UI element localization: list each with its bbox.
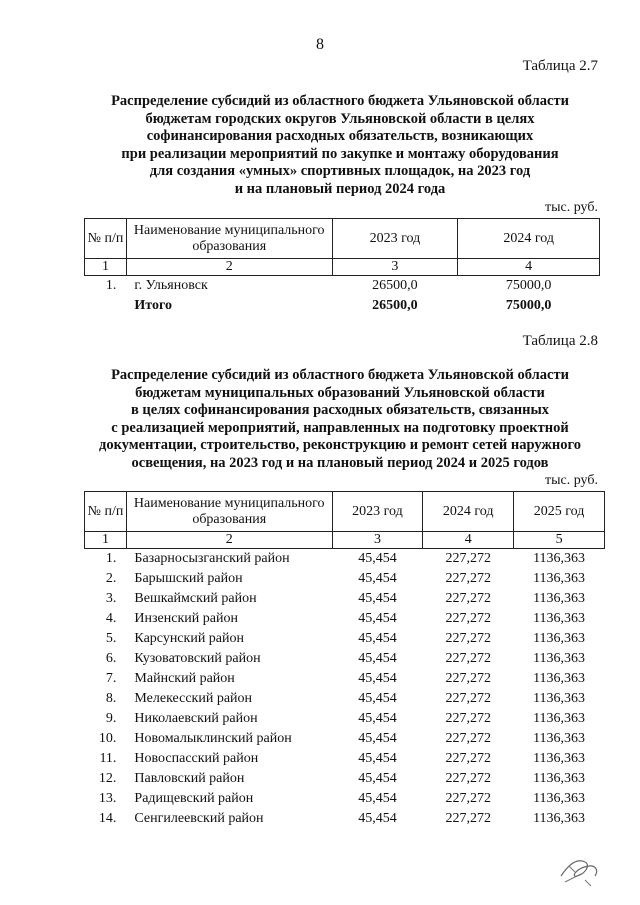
row-value-2024: 75000,0 [505, 278, 552, 293]
total-label: Итого [134, 298, 173, 313]
title-line: для создания «умных» спортивных площадок, на 2023 год [149, 163, 531, 179]
row-number: 12. [98, 771, 117, 786]
row-value-2023: 45,454 [358, 671, 397, 686]
row-value-2024: 227,272 [445, 571, 491, 586]
row-name: Мелекесский район [134, 691, 253, 706]
index-cell: 1 [85, 259, 127, 276]
table-2-8-label: Таблица 2.8 [522, 333, 598, 349]
total-value-2024: 75000,0 [505, 298, 552, 313]
title-line: Распределение субсидий из областного бюджета Ульяновской области [111, 93, 569, 109]
row-value-2025: 1136,363 [533, 791, 586, 806]
row-value-2023: 45,454 [358, 651, 397, 666]
table-header-row [85, 219, 600, 259]
table-row [85, 809, 605, 829]
row-value-2023: 45,454 [358, 711, 397, 726]
header-2025: 2025 год [514, 492, 605, 532]
header-2024: 2024 год [423, 492, 514, 532]
table-row [85, 629, 605, 649]
index-cell: 2 [126, 532, 332, 549]
table-row [85, 729, 605, 749]
row-value-2023: 45,454 [358, 791, 397, 806]
row-value-2024: 227,272 [445, 631, 491, 646]
row-value-2024: 227,272 [445, 791, 491, 806]
row-value-2023: 45,454 [358, 551, 397, 566]
table-row [85, 709, 605, 729]
signature-mark [555, 846, 605, 891]
table-row [85, 549, 605, 570]
row-value-2023: 45,454 [358, 631, 397, 646]
row-value-2023: 45,454 [358, 691, 397, 706]
row-value-2024: 227,272 [445, 711, 491, 726]
table-row [85, 769, 605, 789]
index-cell: 3 [332, 259, 458, 276]
row-value-2024: 227,272 [445, 611, 491, 626]
row-number: 11. [99, 751, 117, 766]
index-cell: 4 [423, 532, 514, 549]
table-row [85, 789, 605, 809]
row-value-2024: 227,272 [445, 671, 491, 686]
row-name: Базарносызганский район [134, 551, 290, 566]
row-name: Новоспасский район [134, 751, 259, 766]
table-row [85, 649, 605, 669]
row-name: Павловский район [134, 771, 245, 786]
row-number: 1. [105, 278, 117, 293]
row-value-2023: 45,454 [358, 591, 397, 606]
row-value-2023: 45,454 [358, 811, 397, 826]
header-2023: 2023 год [332, 219, 458, 259]
row-value-2024: 227,272 [445, 691, 491, 706]
table-index-row [85, 259, 600, 276]
row-name: г. Ульяновск [134, 278, 208, 293]
table-2-7-unit: тыс. руб. [545, 200, 598, 215]
row-name: Сенгилеевский район [134, 811, 264, 826]
table-header-row [85, 492, 605, 532]
header-number: № п/п [85, 219, 127, 259]
index-cell: 5 [514, 532, 605, 549]
row-number: 6. [105, 651, 117, 666]
row-value-2025: 1136,363 [533, 591, 586, 606]
index-cell: 1 [85, 532, 127, 549]
row-value-2023: 45,454 [358, 751, 397, 766]
row-value-2024: 227,272 [445, 731, 491, 746]
table-2-7-title [70, 93, 610, 198]
row-name: Кузоватовский район [134, 651, 261, 666]
title-line: при реализации мероприятий по закупке и монтажу оборудования [121, 145, 559, 162]
title-line: и на плановый период 2024 года [234, 180, 446, 197]
row-value-2023: 45,454 [358, 731, 397, 746]
page-number: 8 [316, 36, 324, 53]
row-name: Инзенский район [134, 611, 238, 626]
table-2-8 [84, 491, 605, 829]
row-value-2025: 1136,363 [533, 691, 586, 706]
row-value-2025: 1136,363 [533, 711, 586, 726]
row-number: 8. [105, 691, 117, 706]
row-number: 2. [105, 571, 117, 586]
table-row [85, 276, 600, 297]
row-value-2025: 1136,363 [533, 771, 586, 786]
header-name: Наименование муниципального образования [126, 492, 332, 532]
header-2023: 2023 год [332, 492, 423, 532]
title-line: в целях софинансирования расходных обязательств, связанных [130, 402, 550, 418]
total-blank [85, 296, 127, 316]
row-value-2023: 45,454 [358, 571, 397, 586]
row-value-2023: 45,454 [358, 771, 397, 786]
title-line: освещения, на 2023 год и на плановый период 2024 и 2025 годов [131, 454, 549, 471]
row-number: 14. [98, 811, 117, 826]
table-row [85, 589, 605, 609]
row-name: Барышский район [134, 571, 243, 586]
row-value-2024: 227,272 [445, 651, 491, 666]
row-number: 3. [105, 591, 117, 606]
table-row [85, 609, 605, 629]
table-row [85, 689, 605, 709]
total-row [85, 296, 600, 316]
table-2-7 [84, 218, 600, 316]
title-line: с реализацией мероприятий, направленных на подготовку проектной [111, 419, 569, 436]
row-number: 7. [105, 671, 117, 686]
title-line: бюджетам муниципальных образований Ульяновской области [135, 384, 545, 401]
table-row [85, 669, 605, 689]
row-value-2024: 227,272 [445, 771, 491, 786]
row-value-2023: 45,454 [358, 611, 397, 626]
row-name: Вешкаймский район [134, 591, 257, 606]
row-value-2024: 227,272 [445, 751, 491, 766]
row-value-2025: 1136,363 [533, 811, 586, 826]
row-number: 9. [105, 711, 117, 726]
index-cell: 3 [332, 532, 423, 549]
row-value-2024: 227,272 [445, 811, 491, 826]
row-number: 5. [105, 631, 117, 646]
row-value-2025: 1136,363 [533, 751, 586, 766]
table-2-8-unit: тыс. руб. [545, 473, 598, 488]
row-value-2025: 1136,363 [533, 671, 586, 686]
row-value-2023: 26500,0 [372, 278, 418, 293]
index-cell: 2 [126, 259, 332, 276]
table-row [85, 569, 605, 589]
row-value-2025: 1136,363 [533, 571, 586, 586]
row-number: 13. [98, 791, 117, 806]
row-name: Радищевский район [134, 791, 254, 806]
header-2024: 2024 год [458, 219, 600, 259]
row-name: Николаевский район [134, 711, 258, 726]
title-line: софинансирования расходных обязательств, возникающих [146, 128, 534, 144]
table-index-row [85, 532, 605, 549]
index-cell: 4 [458, 259, 600, 276]
row-name: Карсунский район [134, 631, 245, 646]
title-line: документации, строительство, реконструкцию и ремонт сетей наружного [98, 437, 581, 453]
table-2-7-label: Таблица 2.7 [522, 58, 598, 74]
title-line: Распределение субсидий из областного бюджета Ульяновской области [111, 367, 569, 383]
table-row [85, 749, 605, 769]
title-line: бюджетам городских округов Ульяновской области в целях [145, 110, 535, 127]
row-number: 4. [105, 611, 117, 626]
row-name: Майнский район [134, 671, 235, 686]
row-value-2024: 227,272 [445, 551, 491, 566]
row-number: 10. [98, 731, 117, 746]
total-value-2023: 26500,0 [372, 298, 418, 313]
header-number: № п/п [85, 492, 127, 532]
row-value-2025: 1136,363 [533, 651, 586, 666]
row-value-2025: 1136,363 [533, 611, 586, 626]
row-value-2025: 1136,363 [533, 731, 586, 746]
row-value-2025: 1136,363 [533, 631, 586, 646]
row-number: 1. [105, 551, 117, 566]
header-name: Наименование муниципального образования [126, 219, 332, 259]
row-value-2024: 227,272 [445, 591, 491, 606]
table-2-8-title [70, 367, 610, 472]
row-name: Новомалыклинский район [134, 731, 292, 746]
row-value-2025: 1136,363 [533, 551, 586, 566]
